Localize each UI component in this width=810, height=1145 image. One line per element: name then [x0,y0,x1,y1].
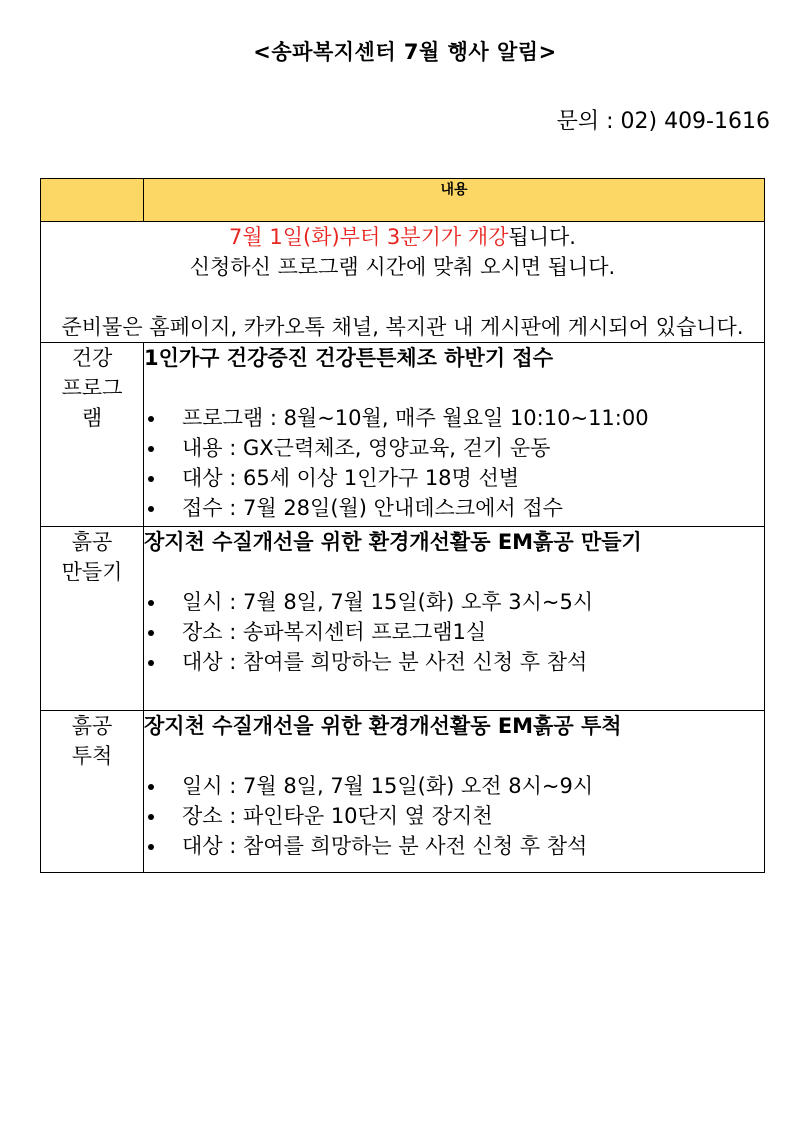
category-label: 건강 프로그 램 [61,346,123,430]
row-category [41,711,144,873]
intro-line-1-rest: 됩니다. [508,225,576,249]
list-item: 대상 : 참여를 희망하는 분 사전 신청 후 참석 [144,647,764,677]
event-table [40,178,765,873]
intro-highlight: 7월 1일(화)부터 3분기가 개강 [229,225,509,249]
row-content [144,527,765,711]
list-item: 접수 : 7월 28일(월) 안내데스크에서 접수 [144,493,764,523]
intro-line-1 [41,222,764,252]
list-item: 프로그램 : 8월~10월, 매주 월요일 10:10~11:00 [144,403,764,433]
category-label: 흙공 투척 [71,714,113,768]
row-category [41,343,144,527]
list-item: 내용 : GX근력체조, 영양교육, 걷기 운동 [144,433,764,463]
table-row [41,527,765,711]
contact-info: 문의 : 02) 409-1616 [556,109,770,134]
intro-line-3: 준비물은 홈페이지, 카카오톡 채널, 복지관 내 게시판에 게시되어 있습니다. [61,315,744,339]
page-title: <송파복지센터 7월 행사 알림> [253,40,557,64]
list-item: 대상 : 65세 이상 1인가구 18명 선별 [144,463,764,493]
detail-list [144,587,764,677]
list-item: 일시 : 7월 8일, 7월 15일(화) 오후 3시~5시 [144,587,764,617]
spacer [144,557,764,587]
intro-spacer [41,282,764,312]
intro-row [41,222,765,343]
list-item: 장소 : 송파복지센터 프로그램1실 [144,617,764,647]
detail-list [144,403,764,523]
category-label: 흙공 만들기 [61,530,123,584]
program-title: 장지천 수질개선을 위한 환경개선활동 EM흙공 만들기 [144,530,642,554]
list-item: 대상 : 참여를 희망하는 분 사전 신청 후 참석 [144,831,764,861]
intro-line-2: 신청하신 프로그램 시간에 맞춰 오시면 됩니다. [189,255,616,279]
list-item: 장소 : 파인타운 10단지 옆 장지천 [144,801,764,831]
table-row [41,711,765,873]
program-title: 1인가구 건강증진 건강튼튼체조 하반기 접수 [144,346,554,370]
row-category [41,527,144,711]
program-title: 장지천 수질개선을 위한 환경개선활동 EM흙공 투척 [144,714,622,738]
detail-list [144,771,764,861]
header-cell-empty [41,179,144,222]
list-item: 일시 : 7월 8일, 7월 15일(화) 오전 8시~9시 [144,771,764,801]
table-header-row [41,179,765,222]
spacer [144,741,764,771]
spacer [144,373,764,403]
row-content [144,711,765,873]
table-row [41,343,765,527]
intro-cell [41,222,765,343]
header-cell-content: 내용 [144,179,765,222]
row-content [144,343,765,527]
